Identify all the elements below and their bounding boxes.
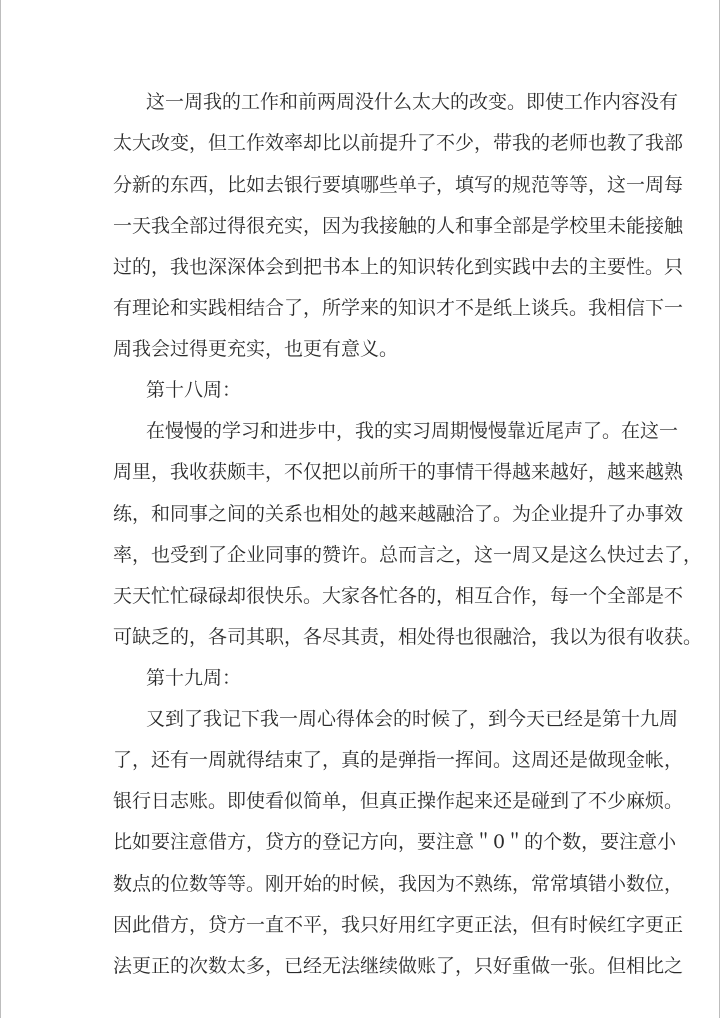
text-line: 银行日志账。即使看似简单，但真正操作起来还是碰到了不少麻烦。 (113, 790, 684, 812)
text-line: 练，和同事之间的关系也相处的越来越融洽了。为企业提升了办事效 (113, 503, 684, 525)
text-line: 这一周我的工作和前两周没什么太大的改变。即使工作内容没有 (146, 91, 679, 113)
text-line: 周我会过得更充实，也更有意义。 (113, 338, 399, 360)
text-line: 一天我全部过得很充实，因为我接触的人和事全部是学校里未能接触 (113, 215, 684, 237)
text-line: 比如要注意借方，贷方的登记方向，要注意＂0＂的个数，要注意小 (113, 831, 677, 853)
text-line: 天天忙忙碌碌却很快乐。大家各忙各的，相互合作，每一个全部是不 (113, 585, 684, 607)
text-line: 周里，我收获颇丰，不仅把以前所干的事情干得越来越好，越来越熟 (113, 461, 684, 483)
text-line: 又到了我记下我一周心得体会的时候了，到今天已经是第十九周 (146, 708, 679, 730)
text-line: 因此借方，贷方一直不平，我只好用红字更正法，但有时候红字更正 (113, 914, 684, 936)
text-line: 法更正的次数太多，已经无法继续做账了，只好重做一张。但相比之 (113, 955, 684, 977)
text-line: 可缺乏的，各司其职，各尽其责，相处得也很融洽，我以为很有收获。 (113, 626, 703, 648)
text-line: 在慢慢的学习和进步中，我的实习周期慢慢靠近尾声了。在这一 (146, 420, 679, 442)
text-line: 了，还有一周就得结束了，真的是弹指一挥间。这周还是做现金帐， (113, 749, 684, 771)
text-line: 分新的东西，比如去银行要填哪些单子，填写的规范等等，这一周每 (113, 174, 684, 196)
section-heading: 第十九周： (146, 667, 242, 689)
text-line: 过的，我也深深体会到把书本上的知识转化到实践中去的主要性。只 (113, 256, 684, 278)
text-line: 有理论和实践相结合了，所学来的知识才不是纸上谈兵。我相信下一 (113, 297, 684, 319)
section-heading: 第十八周： (146, 379, 242, 401)
text-line: 太大改变，但工作效率却比以前提升了不少，带我的老师也教了我部 (113, 132, 684, 154)
text-line: 数点的位数等等。刚开始的时候，我因为不熟练，常常填错小数位， (113, 873, 684, 895)
text-line: 率，也受到了企业同事的赞许。总而言之，这一周又是这么快过去了， (113, 544, 703, 566)
